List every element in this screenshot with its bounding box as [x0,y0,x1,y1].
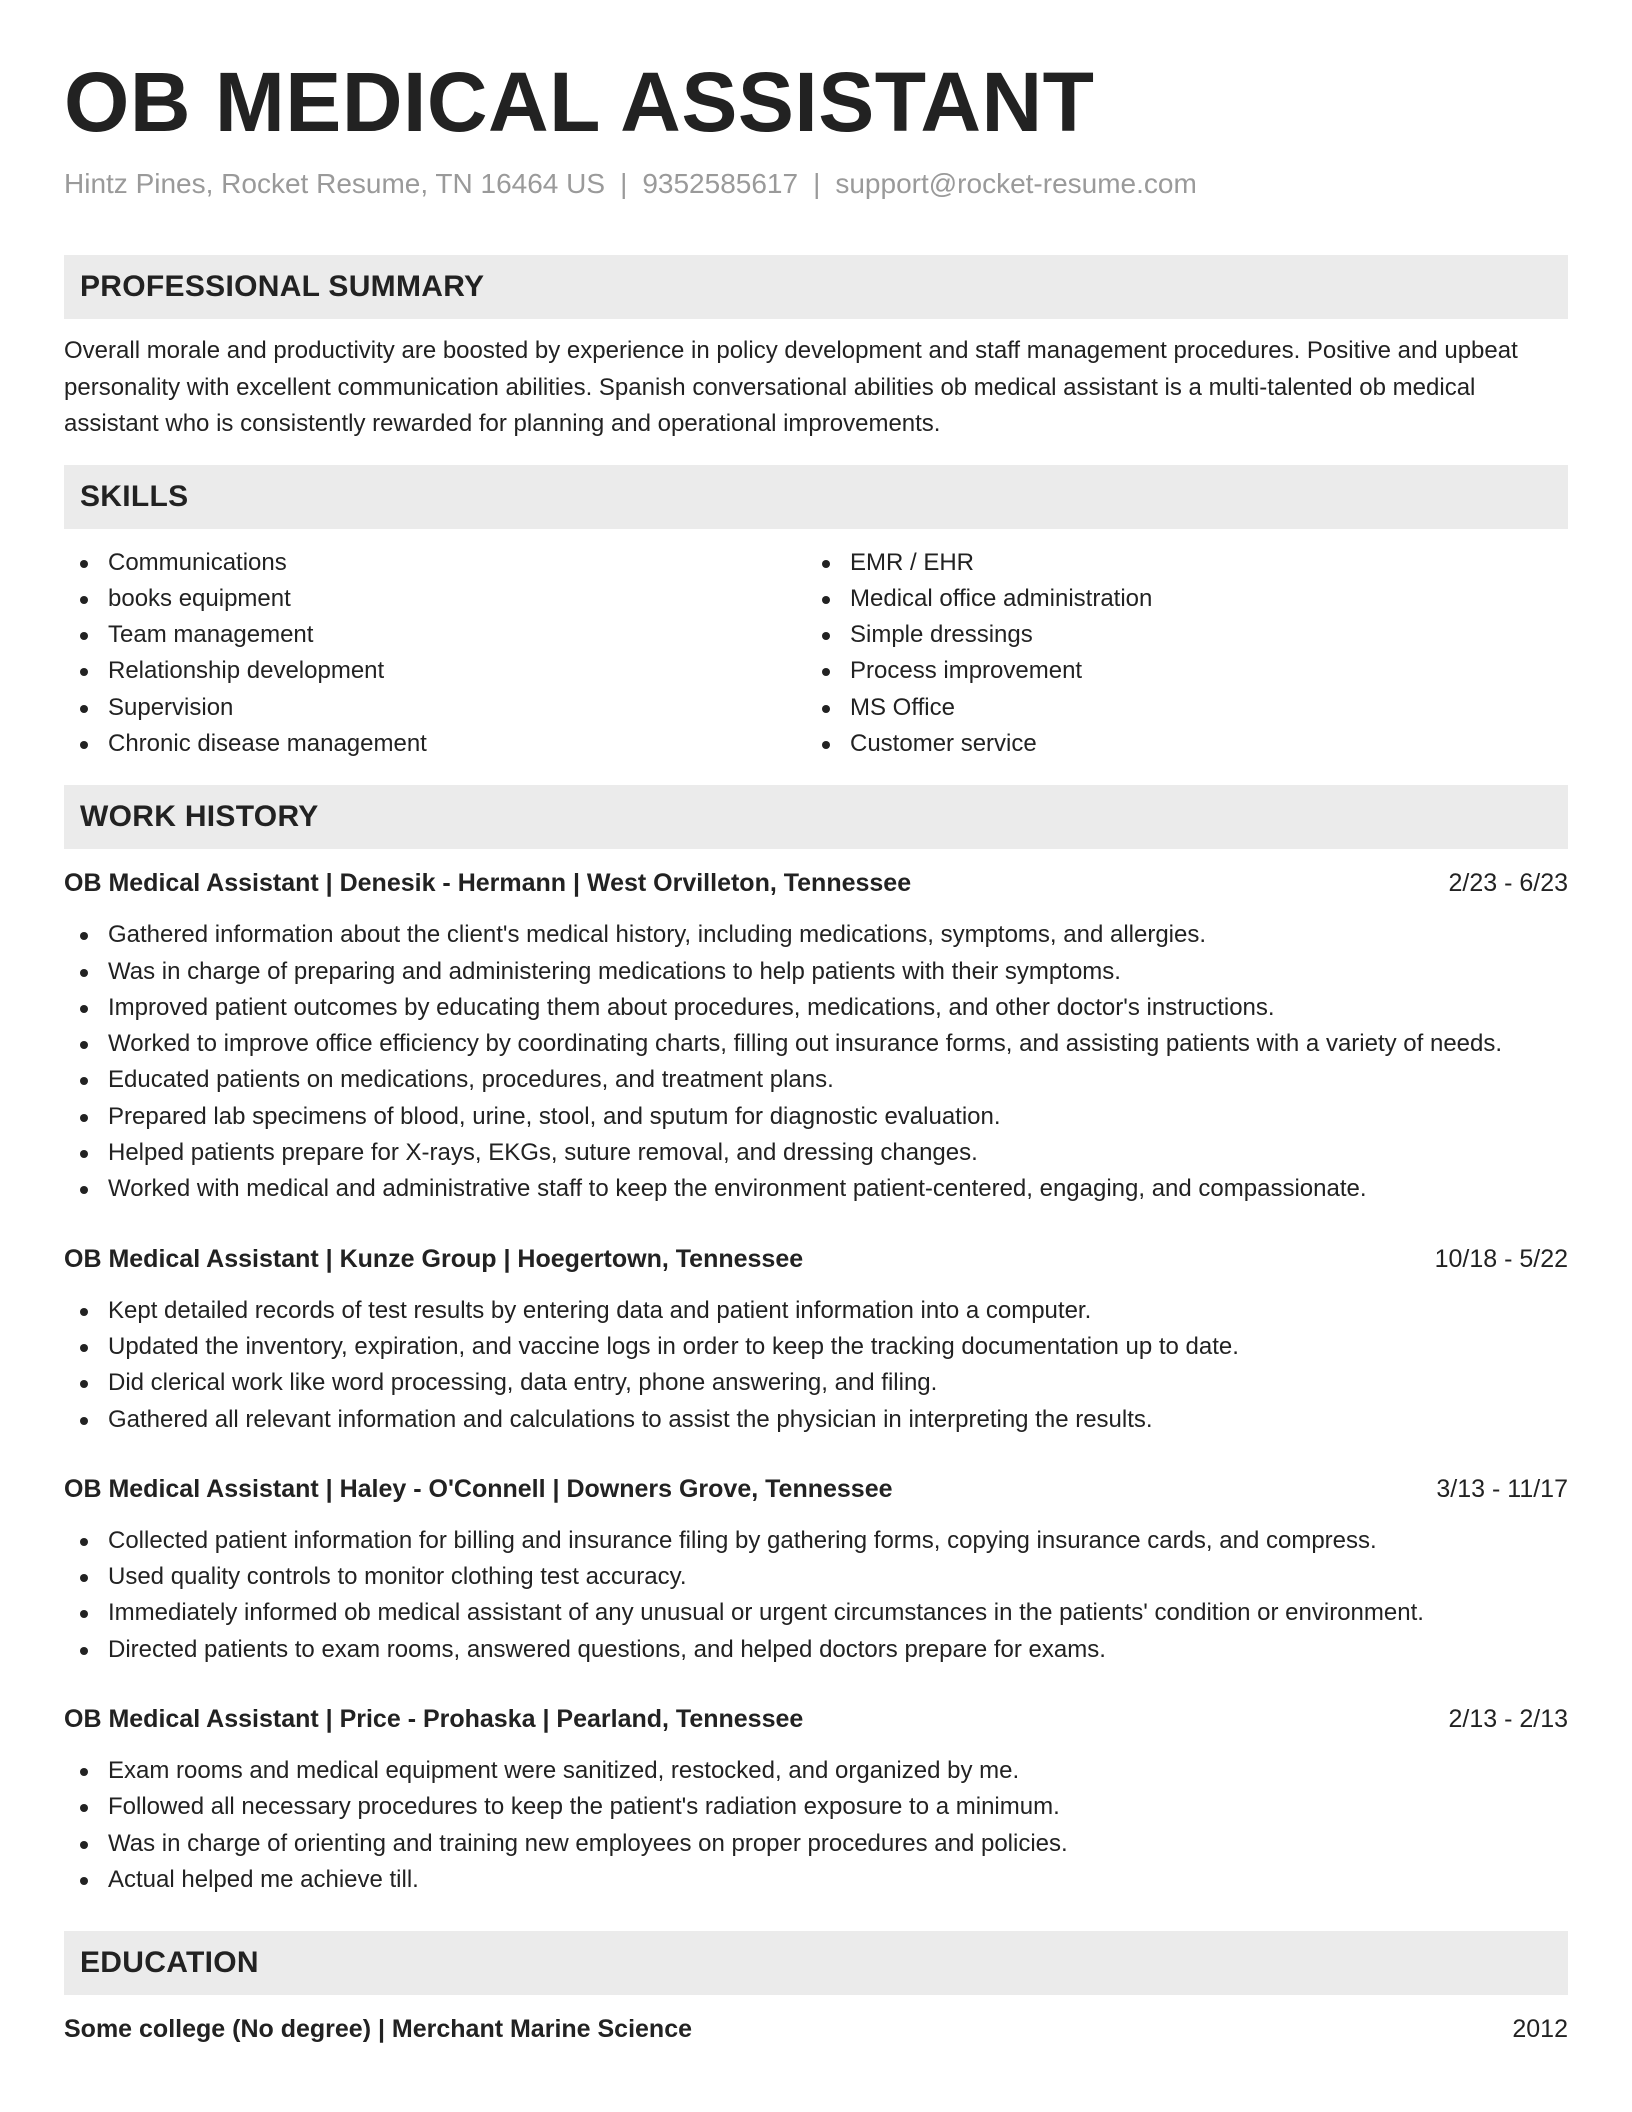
job-bullet: Followed all necessary procedures to keep the patient's radiation exposure to a minimum. [64,1789,1568,1825]
job-bullets [64,917,1568,1207]
job-bullet: Helped patients prepare for X-rays, EKGs, suture removal, and dressing changes. [64,1135,1568,1171]
contact-line [64,166,1568,202]
skills-column-right [806,545,1548,763]
job-header [64,1241,1568,1277]
job-bullet: Worked to improve office efficiency by coordinating charts, filling out insurance forms, and assisting patients with a variety of needs. [64,1026,1568,1062]
job-dates: 10/18 - 5/22 [1434,1244,1568,1273]
skill-item: Customer service [806,726,1548,762]
job-bullet: Directed patients to exam rooms, answered questions, and helped doctors prepare for exams. [64,1632,1568,1668]
job-header [64,1701,1568,1737]
skill-item: EMR / EHR [806,545,1548,581]
job-bullet: Worked with medical and administrative staff to keep the environment patient-centered, engaging, and compassionate. [64,1171,1568,1207]
skill-item: Team management [64,617,806,653]
job-bullet: Actual helped me achieve till. [64,1862,1568,1898]
job-title: OB Medical Assistant | Denesik - Hermann | West Orvilleton, Tennessee [64,869,912,898]
contact-separator: | [620,168,628,199]
job-bullet: Updated the inventory, expiration, and vaccine logs in order to keep the tracking documentation up to date. [64,1329,1568,1365]
resume-page [64,52,1568,2047]
skill-item: Simple dressings [806,617,1548,653]
job-bullet: Collected patient information for billing and insurance filing by gathering forms, copying insurance cards, and compress. [64,1523,1568,1559]
job-entry [64,865,1568,1207]
skill-item: Communications [64,545,806,581]
job-title: OB Medical Assistant | Price - Prohaska | Pearland, Tennessee [64,1705,804,1734]
contact-address: Hintz Pines, Rocket Resume, TN 16464 US [64,168,606,199]
job-bullets [64,1753,1568,1898]
job-bullet: Kept detailed records of test results by entering data and patient information into a computer. [64,1293,1568,1329]
job-dates: 2/13 - 2/13 [1448,1705,1568,1734]
job-bullets [64,1523,1568,1668]
job-bullet: Prepared lab specimens of blood, urine, stool, and sputum for diagnostic evaluation. [64,1099,1568,1135]
candidate-name: OB MEDICAL ASSISTANT [64,55,1095,149]
section-heading-summary: PROFESSIONAL SUMMARY [64,255,1568,319]
job-dates: 2/23 - 6/23 [1448,869,1568,898]
job-header [64,865,1568,901]
job-bullet: Did clerical work like word processing, data entry, phone answering, and filing. [64,1365,1568,1401]
job-title: OB Medical Assistant | Haley - O'Connell | Downers Grove, Tennessee [64,1474,893,1503]
education-year: 2012 [1512,2015,1568,2044]
skill-item: Medical office administration [806,581,1548,617]
summary-text: Overall morale and productivity are boosted by experience in policy development and staff management procedures. Positive and upbeat personality with excellent communication abilities. Spanish conversational abilities ob medical assistant is a multi-talented ob medical assistant who is consistently rewarded for planning and operational improvements. [64,337,1518,437]
job-bullet: Improved patient outcomes by educating them about procedures, medications, and other doctor's instructions. [64,990,1568,1026]
section-heading-education: EDUCATION [64,1931,1568,1995]
job-entry [64,1471,1568,1668]
contact-separator: | [813,168,821,199]
job-bullet: Used quality controls to monitor clothing test accuracy. [64,1559,1568,1595]
job-bullets [64,1293,1568,1438]
skill-item: books equipment [64,581,806,617]
job-bullet: Exam rooms and medical equipment were sanitized, restocked, and organized by me. [64,1753,1568,1789]
job-dates: 3/13 - 11/17 [1436,1474,1568,1503]
skills-grid [64,545,1568,763]
job-bullet: Gathered information about the client's medical history, including medications, symptoms, and allergies. [64,917,1568,953]
skill-item: MS Office [806,690,1548,726]
section-heading-skills: SKILLS [64,465,1568,529]
job-header [64,1471,1568,1507]
skill-item: Relationship development [64,653,806,689]
contact-email: support@rocket-resume.com [835,168,1197,199]
skill-item: Supervision [64,690,806,726]
job-entry [64,1241,1568,1438]
contact-phone: 9352585617 [642,168,799,199]
skill-item: Process improvement [806,653,1548,689]
job-bullet: Immediately informed ob medical assistant of any unusual or urgent circumstances in the patients' condition or environment. [64,1595,1568,1631]
education-title: Some college (No degree) | Merchant Marine Science [64,2015,693,2044]
section-heading-work-history: WORK HISTORY [64,785,1568,849]
job-bullet: Was in charge of preparing and administering medications to help patients with their symptoms. [64,954,1568,990]
skills-column-left [64,545,806,763]
job-bullet: Educated patients on medications, procedures, and treatment plans. [64,1062,1568,1098]
job-bullet: Gathered all relevant information and calculations to assist the physician in interpreting the results. [64,1402,1568,1438]
education-entry [64,2011,1568,2047]
job-bullet: Was in charge of orienting and training new employees on proper procedures and policies. [64,1826,1568,1862]
job-entry [64,1701,1568,1898]
skill-item: Chronic disease management [64,726,806,762]
job-title: OB Medical Assistant | Kunze Group | Hoegertown, Tennessee [64,1244,804,1273]
